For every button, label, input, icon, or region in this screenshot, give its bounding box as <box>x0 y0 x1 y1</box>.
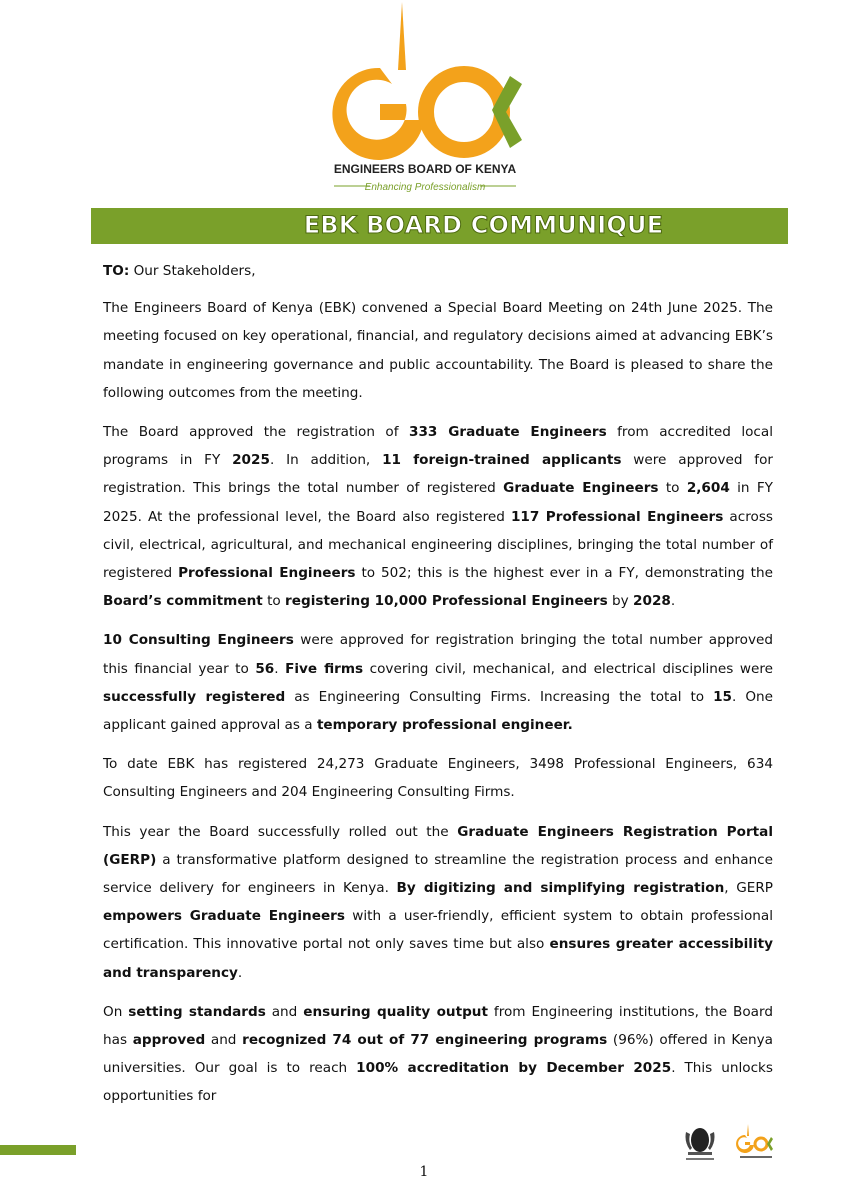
bold-text-run: 100% accreditation by December 2025 <box>356 1060 672 1077</box>
bold-text-run: ensures greater accessibility and transparency <box>103 936 773 981</box>
text-run: To date EBK has registered 24,273 Graduate Engineers, 3498 Professional Engineers, 634 Consulting Engineers and 204 Engineering Consulting Firms. <box>103 756 773 801</box>
paragraph-standards <box>103 998 773 1111</box>
salutation-label: TO: <box>103 263 130 279</box>
svg-text:Enhancing Professionalism: Enhancing Professionalism <box>364 182 486 193</box>
text-run: across civil, electrical, agricultural, and mechanical engineering disciplines, bringing the total number of registered <box>103 508 773 582</box>
kenya-coat-of-arms-icon <box>680 1122 720 1164</box>
communique-body <box>103 257 773 1122</box>
bold-text-run: 2025 <box>232 452 270 469</box>
text-run: covering civil, mechanical, and electrical disciplines were <box>363 660 773 677</box>
text-run: The Board approved the registration of <box>103 424 409 441</box>
text-run: were approved for registration bringing the total number approved this financial year to <box>103 632 773 677</box>
text-run: by <box>607 593 634 610</box>
text-run: from Engineering institutions, the Board has <box>103 1003 773 1049</box>
salutation-text: Our Stakeholders, <box>129 263 256 279</box>
text-run: This year the Board successfully rolled out the <box>103 823 458 840</box>
ebk-small-logo <box>734 1122 776 1164</box>
paragraph-intro <box>103 294 773 407</box>
text-run: , GERP <box>724 880 773 897</box>
text-run: . <box>237 964 243 981</box>
svg-text:ENGINEERS BOARD OF KENYA: ENGINEERS BOARD OF KENYA <box>333 162 517 176</box>
text-run: (96%) offered in Kenya universities. Our goal is to reach <box>103 1032 774 1077</box>
bold-text-run: Five firms <box>285 660 364 677</box>
text-run: . <box>274 660 286 677</box>
bold-text-run: successfully registered <box>103 688 286 705</box>
text-run: and <box>205 1032 243 1049</box>
bold-text-run: By digitizing and simplifying registration <box>396 880 725 897</box>
communique-banner <box>91 208 788 244</box>
bold-text-run: 56 <box>255 660 275 677</box>
bold-text-run: registering 10,000 Professional Engineers <box>285 593 608 610</box>
bold-text-run: Professional Engineers <box>178 565 356 582</box>
text-run: to <box>658 480 687 497</box>
text-run: and <box>265 1003 304 1020</box>
bold-text-run: ensuring quality output <box>303 1003 488 1020</box>
paragraph-consulting-engineers <box>103 626 773 739</box>
bold-text-run: Board’s commitment <box>103 593 263 610</box>
ebk-logo <box>320 0 530 200</box>
text-run: On <box>103 1003 129 1020</box>
salutation <box>103 257 773 285</box>
page-number: 1 <box>419 1164 429 1180</box>
bold-text-run: 10 Consulting Engineers <box>103 632 294 649</box>
footer-accent-bar <box>0 1145 76 1155</box>
text-run: in FY 2025. At the professional level, the Board also registered <box>103 480 773 525</box>
bold-text-run: 333 Graduate Engineers <box>408 424 607 441</box>
bold-text-run: 2,604 <box>686 480 730 497</box>
text-run: from accredited local programs in FY <box>103 424 773 469</box>
text-run: . <box>670 593 676 610</box>
bold-text-run: empowers Graduate Engineers <box>103 908 345 925</box>
bold-text-run: temporary professional engineer. <box>316 717 573 734</box>
text-run: The Engineers Board of Kenya (EBK) convened a Special Board Meeting on 24th June 2025. The meeting focused on key operational, financial, and regulatory decisions aimed at advancing EBK’s mandate in engineering governance and public accountability. The Board is pleased to share the following outcomes from the meeting. <box>103 300 773 401</box>
text-run: to 502; this is the highest ever in a FY, demonstrating the <box>355 565 773 582</box>
bold-text-run: Graduate Engineers Registration Portal (GERP) <box>103 823 773 868</box>
bold-text-run: 117 Professional Engineers <box>510 508 724 525</box>
text-run: were approved for registration. This brings the total number of registered <box>103 452 773 497</box>
bold-text-run: 2028 <box>633 593 671 610</box>
bold-text-run: setting standards <box>128 1003 266 1020</box>
text-run: a transformative platform designed to streamline the registration process and enhance service delivery for engineers in Kenya. <box>103 851 773 897</box>
text-run: . In addition, <box>269 452 383 469</box>
text-run: with a user-friendly, efficient system to obtain professional certification. This innovative portal not only saves time but also <box>103 908 774 953</box>
text-run: as Engineering Consulting Firms. Increasing the total to <box>285 688 714 705</box>
bold-text-run: Graduate Engineers <box>503 480 659 497</box>
banner-title: EBK BOARD COMMUNIQUE <box>303 211 664 239</box>
text-run: . This unlocks opportunities for <box>103 1060 773 1105</box>
bold-text-run: 11 foreign-trained applicants <box>382 452 622 469</box>
bold-text-run: recognized 74 out of 77 engineering programs <box>242 1032 608 1049</box>
bold-text-run: 15 <box>713 688 733 705</box>
paragraph-graduate-engineers <box>103 418 773 615</box>
paragraph-totals <box>103 750 773 806</box>
paragraph-gerp <box>103 818 773 987</box>
text-run: . One applicant gained approval as a <box>103 688 773 734</box>
bold-text-run: approved <box>132 1032 206 1049</box>
text-run: to <box>262 593 286 610</box>
